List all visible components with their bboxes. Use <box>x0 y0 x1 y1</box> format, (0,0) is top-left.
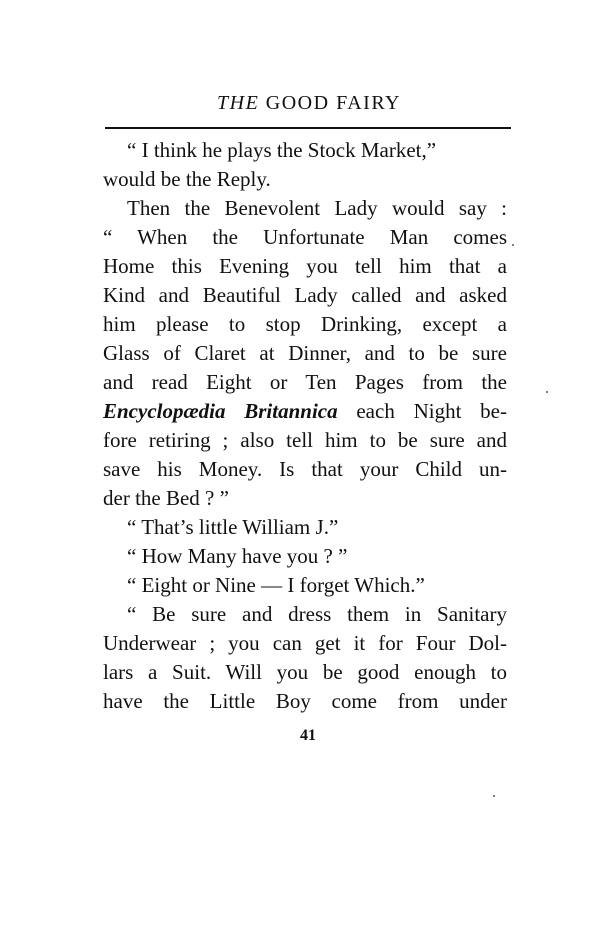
text-line: “ That’s little William J.” <box>127 515 339 539</box>
header-rule <box>105 127 511 129</box>
text-line: “ I think he plays the Stock Market,” <box>127 138 437 162</box>
text-line: Glass of Claret at Dinner, and to be sure <box>103 341 507 365</box>
running-head <box>105 92 513 115</box>
text-line: save his Money. Is that your Child un- <box>103 457 507 481</box>
book-title: Encyclopædia Britannica <box>103 399 338 423</box>
text-span: each Night be- <box>337 399 507 423</box>
text-line: lars a Suit. Will you be good enough to <box>103 660 507 684</box>
body-text <box>103 136 507 716</box>
text-line: fore retiring ; also tell him to be sure and <box>103 428 507 452</box>
text-line: Home this Evening you tell him that a <box>103 254 507 278</box>
text-line <box>103 397 507 426</box>
paper-speck <box>493 795 495 797</box>
text-line: “ How Many have you ? ” <box>127 544 348 568</box>
text-line: der the Bed ? ” <box>103 486 229 510</box>
text-line: would be the Reply. <box>103 167 271 191</box>
text-line: Underwear ; you can get it for Four Dol- <box>103 631 507 655</box>
text-line: “ Eight or Nine — I forget Which.” <box>127 573 425 597</box>
text-line: him please to stop Drinking, except a <box>103 312 507 336</box>
paper-speck <box>512 244 514 246</box>
paper-speck <box>546 391 548 393</box>
text-line: have the Little Boy come from under <box>103 689 507 713</box>
text-line: Kind and Beautiful Lady called and asked <box>103 283 507 307</box>
text-line: “ Be sure and dress them in Sanitary <box>127 602 507 626</box>
running-head-article: THE <box>217 92 260 114</box>
text-line: Then the Benevolent Lady would say : <box>127 196 507 220</box>
running-head-title: GOOD FAIRY <box>265 92 401 114</box>
text-line: “ When the Unfortunate Man comes <box>103 225 507 249</box>
text-line: and read Eight or Ten Pages from the <box>103 370 507 394</box>
page-number: 41 <box>300 727 316 744</box>
